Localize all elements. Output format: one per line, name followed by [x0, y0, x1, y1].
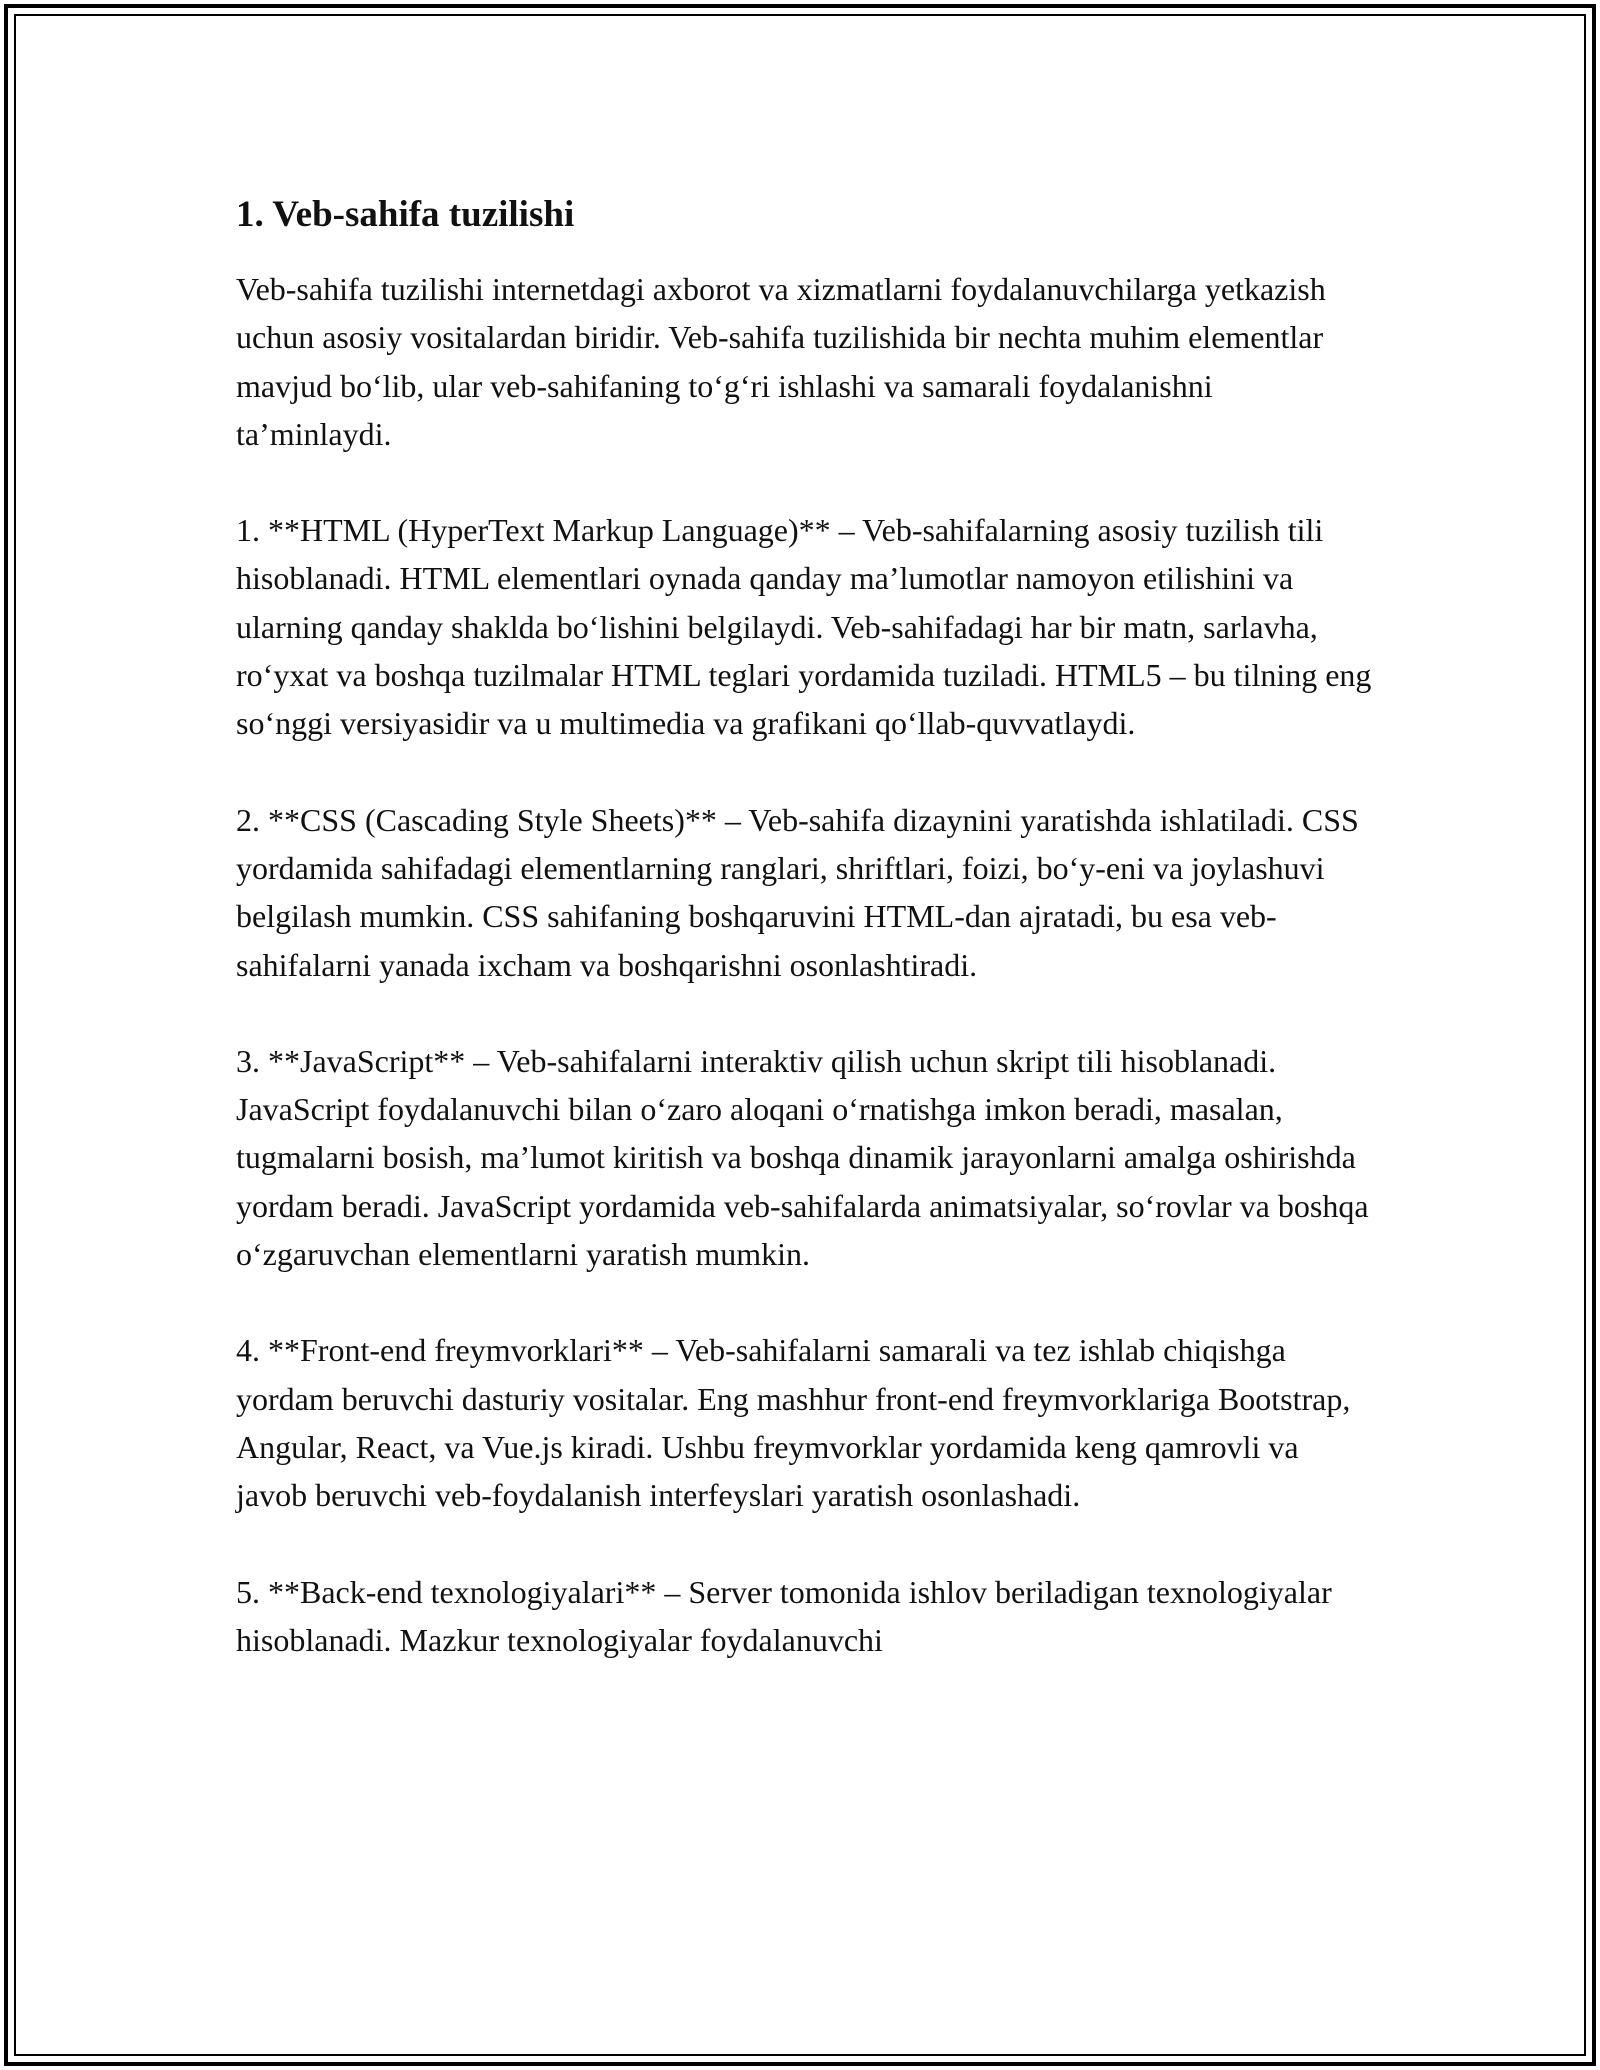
section-heading: 1. Veb-sahifa tuzilishi: [236, 194, 575, 235]
frontend-frameworks-paragraph: 4. **Front-end freymvorklari** – Veb-sahifalarni samarali va tez ishlab chiqishga yordam beruvchi dasturiy vositalar. Eng mashhur front-end freymvorklariga Bootstrap, Angular, React, va Vue.js kiradi. Ushbu freymvorklar yordamida keng qamrovli va javob beruvchi veb-foydalanish interfeyslari yaratish osonlashadi.: [236, 1332, 1351, 1514]
document-body: [236, 185, 1376, 1712]
backend-technologies-paragraph: 5. **Back-end texnologiyalari** – Server tomonida ishlov beriladigan texnologiyalar hisoblanadi. Mazkur texnologiyalar foydalanuvchi: [236, 1573, 1332, 1658]
css-paragraph: 2. **CSS (Cascading Style Sheets)** – Veb-sahifa dizaynini yaratishda ishlatiladi. CSS yordamida sahifadagi elementlarning ranglari, shriftlari, foizi, bo‘y-eni va joylashuvi belgilash mumkin. CSS sahifaning boshqaruvini HTML-dan ajratadi, bu esa veb-sahifalarni yanada ixcham va boshqarishni osonlashtiradi.: [236, 801, 1359, 983]
intro-paragraph: Veb-sahifa tuzilishi internetdagi axborot va xizmatlarni foydalanuvchilarga yetkazish uchun asosiy vositalardan biridir. Veb-sahifa tuzilishida bir nechta muhim elementlar mavjud bo‘lib, ular veb-sahifaning to‘g‘ri ishlashi va samarali foydalanishni ta’minlaydi.: [236, 271, 1326, 452]
html-paragraph: 1. **HTML (HyperText Markup Language)** – Veb-sahifalarning asosiy tuzilish tili hisoblanadi. HTML elementlari oynada qanday ma’lumotlar namoyon etilishini va ularning qanday shaklda bo‘lishini belgilaydi. Veb-sahifadagi har bir matn, sarlavha, ro‘yxat va boshqa tuzilmalar HTML teglari yordamida tuziladi. HTML5 – bu tilning eng so‘nggi versiyasidir va u multimedia va grafikani qo‘llab-quvvatlaydi.: [236, 512, 1372, 742]
javascript-paragraph: 3. **JavaScript** – Veb-sahifalarni interaktiv qilish uchun skript tili hisoblanadi. JavaScript foydalanuvchi bilan o‘zaro aloqani o‘rnatishga imkon beradi, masalan, tugmalarni bosish, ma’lumot kiritish va boshqa dinamik jarayonlarni amalga oshirishda yordam beradi. JavaScript yordamida veb-sahifalarda animatsiyalar, so‘rovlar va boshqa o‘zgaruvchan elementlarni yaratish mumkin.: [236, 1042, 1369, 1273]
